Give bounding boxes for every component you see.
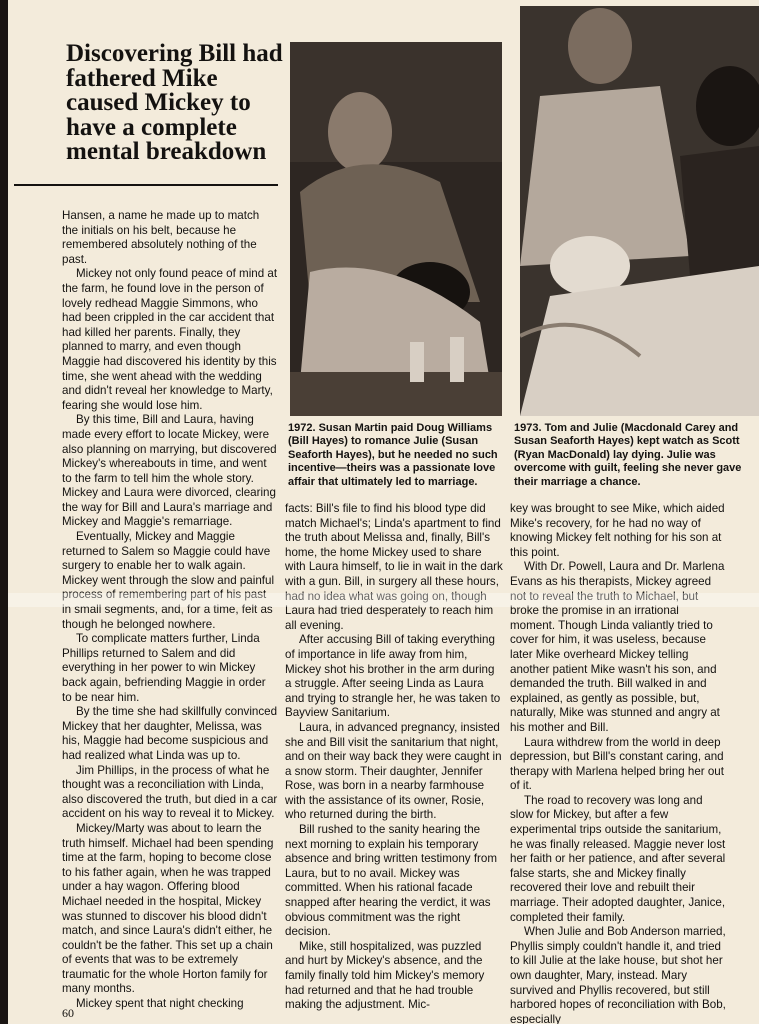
paragraph: Laura withdrew from the world in deep depression, but Bill's constant caring, and therapy with Marlena helped bring her out of it. — [510, 735, 724, 793]
caption-1973: 1973. Tom and Julie (Macdonald Carey and Susan Seaforth Hayes) kept watch as Scott (Ryan MacDonald) lay dying. Julie was overcome with guilt, feeling she never gave their marriage a chance. — [514, 422, 742, 488]
photo-1972-couple — [290, 42, 502, 416]
paragraph: facts: Bill's file to find his blood type did match Michael's; Linda's apartment to find the truth about Melissa and, finally, Bill's home, the home Mickey used to share with Laura himself, to lie in wait in the dark with a gun. Bill, in surgery all these hours, had no idea what was going on, though Laura had tried desperately to reach him all evening. — [285, 502, 503, 632]
paragraph: After accusing Bill of taking everything of importance in life away from him, Mickey shot his brother in the arm during a struggle. After seeing Linda as Laura and trying to strangle her, he was taken to Bayview Sanitarium. — [285, 633, 501, 720]
caption-1972: 1972. Susan Martin paid Doug Williams (Bill Hayes) to romance Julie (Susan Seaforth Hayes), but he needed no such incentive—theirs was a passionate love affair that ultimately led to marriage. — [288, 422, 498, 488]
photo-1973-hospital — [520, 6, 759, 416]
scan-glare — [8, 593, 759, 607]
paragraph: Jim Phillips, in the process of what he thought was a reconciliation with Linda, also discovered the truth, but died in a car accident on his way to reveal it to Mickey. — [62, 763, 278, 821]
paragraph: Hansen, a name he made up to match the initials on his belt, because he remembered absolutely nothing of the past. — [62, 209, 260, 266]
paragraph: The road to recovery was long and slow for Mickey, but after a few experimental trips outside the sanitarium, he was finally released. Maggie never lost her faith or her patience, and after several false starts, she and Mickey finally recovered their love and rebuilt their marriage. Their adopted daughter, Janice, completed their family. — [510, 793, 726, 924]
article-column-1 — [62, 209, 278, 1012]
magazine-page — [8, 0, 759, 1024]
paragraph: Bill rushed to the sanity hearing the next morning to explain his temporary absence and bring written testimony from Laura, but to no avail. Mickey was committed. When his rational facade snapped after hearing the verdict, it was obvious commitment was the right decision. — [285, 823, 498, 939]
headline: Discovering Bill had fathered Mike caused Mickey to have a complete mental breakdown — [66, 40, 283, 165]
headline-rule — [14, 184, 278, 186]
paragraph: Mickey spent that night checking — [76, 997, 244, 1011]
paragraph: Eventually, Mickey and Maggie returned to Salem so Maggie could have surgery to enable her to walk again. Mickey went through the slow and painful process of remembering part of his past in small segments, and, for a time, felt as though he belonged nowhere. — [62, 530, 275, 631]
article-column-3 — [510, 502, 726, 1024]
paragraph: Mike, still hospitalized, was puzzled and hurt by Mickey's absence, and the family finally told him Mickey's memory had returned and that he had trouble making the adjustment. Mic- — [285, 939, 485, 1012]
paragraph: To complicate matters further, Linda Phillips returned to Salem and did everything in her power to win Mickey back again, befriending Maggie in order to be near him. — [62, 632, 266, 704]
paragraph: Mickey not only found peace of mind at the farm, he found love in the person of lovely redhead Maggie Simmons, who had been crippled in the car accident that had killed her parents. Finally, they planned to marry, and even though Maggie had discovered his identity by this time, she went ahead with the wedding and didn't reveal her knowledge to Marty, fearing she would lose him. — [62, 267, 278, 412]
paragraph: With Dr. Powell, Laura and Dr. Marlena Evans as his therapists, Mickey agreed not to reveal the truth to Michael, but broke the promise in an irrational moment. Though Linda valiantly tried to cover for him, it was useless, because later Mike overheard Mickey telling another patient Mike wasn't his son, and demanded the truth. Bill walked in and explained, as gently as possible, but, naturally, Mike was stunned and angry at his mother and Bill. — [510, 560, 725, 734]
article-column-2 — [285, 502, 503, 1013]
paragraph: By this time, Bill and Laura, having made every effort to locate Mickey, were also planning on marrying, but discovered Mickey's whereabouts in time, and went to the farm to tell him the whole story. Mickey and Laura were divorced, clearing the way for Bill and Laura's marriage and Mickey and Maggie's remarriage. — [62, 413, 277, 529]
paragraph: Laura, in advanced pregnancy, insisted she and Bill visit the sanitarium that night, and on their way back they were caught in a snow storm. Their daughter, Jennifer Rose, was born in a nearby farmhouse with the assistance of its owner, Rosie, who returned during the birth. — [285, 720, 502, 822]
page-number: 60 — [62, 1006, 74, 1020]
paragraph: When Julie and Bob Anderson married, Phyllis simply couldn't handle it, and tried to kill Julie at the lake house, but shot her own daughter, Mary, instead. Mary survived and Phyllis recovered, but still harbored hopes of reconciliation with Bob, especially — [510, 925, 726, 1024]
paragraph: Mickey/Marty was about to learn the truth himself. Michael had been spending time at the farm, hoping to become close to his father again, when he was trapped under a hay wagon. Offering blood Michael needed in the hospital, Mickey was stunned to discover his blood didn't match, and since Laura's didn't either, he couldn't be the father. This set up a chain of events that was to be extremely traumatic for the whole Horton family for many months. — [62, 821, 274, 996]
paragraph: key was brought to see Mike, which aided Mike's recovery, for he had no way of knowing Mickey felt nothing for his son at this point. — [510, 502, 725, 559]
paragraph: By the time she had skillfully convinced Mickey that her daughter, Melissa, was his, Maggie had become suspicious and had realized what Linda was up to. — [62, 705, 278, 762]
